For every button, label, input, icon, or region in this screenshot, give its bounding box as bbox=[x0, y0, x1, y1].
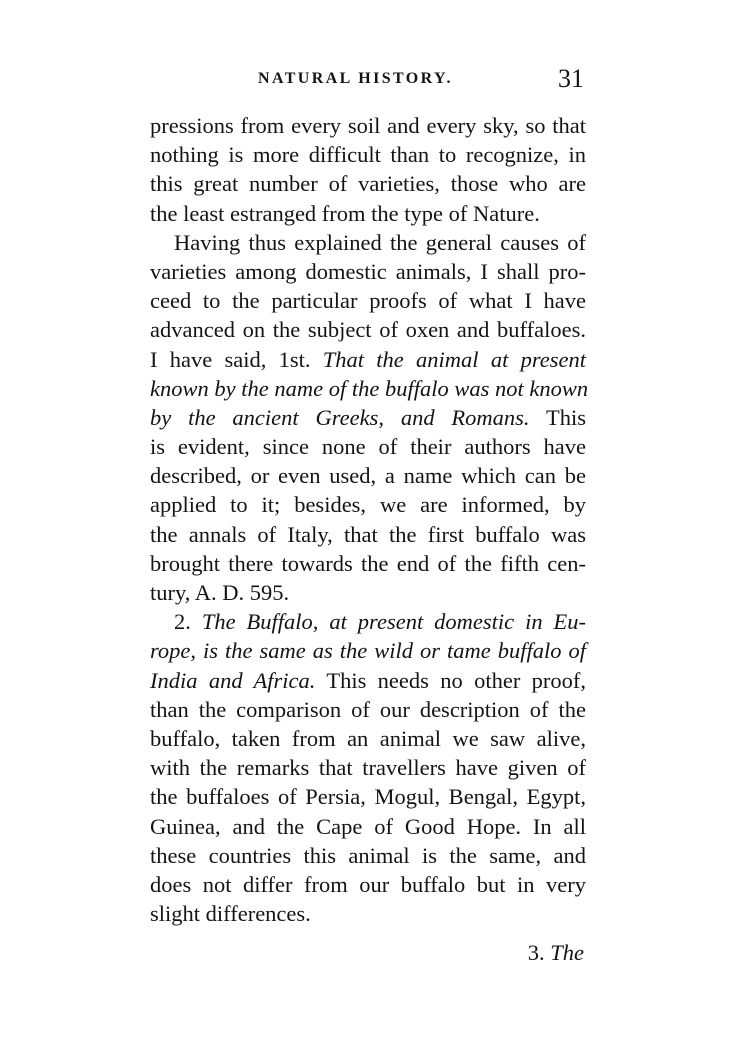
text-line: buffalo, taken from an animal we saw alive, bbox=[150, 725, 586, 751]
text-line: the least estranged from the type of Nature. bbox=[150, 200, 540, 226]
italic-text: known by the name of the buffalo was not known bbox=[150, 375, 589, 401]
running-head: NATURAL HISTORY. bbox=[258, 70, 453, 87]
page-header bbox=[150, 66, 590, 100]
text-line: these countries this animal is the same, and bbox=[150, 842, 586, 868]
text-line bbox=[150, 666, 586, 695]
text-line: the annals of Italy, that the first buffalo was bbox=[150, 521, 586, 547]
catchword-word: The bbox=[550, 940, 584, 965]
text-line: Having thus explained the general causes of bbox=[174, 229, 586, 255]
text-line: the buffaloes of Persia, Mogul, Bengal, Egypt, bbox=[150, 784, 586, 810]
text-run: I have said, 1st. bbox=[150, 346, 311, 372]
text-line: than the comparison of our description of the bbox=[150, 696, 586, 722]
body-text bbox=[150, 111, 589, 928]
text-line: advanced on the subject of oxen and buffaloes. bbox=[150, 317, 586, 343]
text-line: with the remarks that travellers have given of bbox=[150, 755, 586, 781]
text-run: This bbox=[545, 404, 586, 430]
text-line bbox=[150, 607, 586, 636]
text-line: pressions from every soil and every sky, so that bbox=[150, 113, 586, 138]
paragraph-3 bbox=[150, 607, 586, 928]
text-line: this great number of varieties, those who are bbox=[150, 171, 586, 197]
italic-text: by the ancient Greeks, and Romans. bbox=[150, 404, 530, 430]
page-number: 31 bbox=[558, 64, 584, 93]
paragraph-1 bbox=[150, 111, 586, 228]
text-line: is evident, since none of their authors have bbox=[150, 434, 586, 460]
italic-text: India and Africa. bbox=[150, 667, 316, 693]
italic-text: That the animal at present bbox=[322, 346, 586, 372]
text-line: applied to it; besides, we are informed, by bbox=[150, 492, 586, 518]
text-line: brought there towards the end of the fifth cen- bbox=[150, 550, 586, 576]
text-line: does not differ from our buffalo but in very bbox=[150, 871, 586, 897]
text-run: 2. bbox=[174, 609, 191, 635]
text-line: varieties among domestic animals, I shall pro- bbox=[150, 258, 586, 284]
text-line bbox=[150, 345, 586, 374]
text-line: nothing is more difficult than to recognize, in bbox=[150, 142, 586, 168]
text-run: This needs no other proof, bbox=[326, 667, 587, 693]
catchword bbox=[528, 940, 584, 966]
text-line: slight differences. bbox=[150, 901, 311, 927]
paragraph-2 bbox=[150, 228, 589, 607]
text-line: ceed to the particular proofs of what I have bbox=[150, 288, 586, 314]
text-line bbox=[150, 403, 586, 432]
catchword-number: 3. bbox=[527, 940, 545, 965]
text-line bbox=[150, 636, 586, 665]
text-line: tury, A. D. 595. bbox=[150, 580, 290, 605]
italic-text: The Buffalo, at present domestic in Eu- bbox=[201, 609, 587, 635]
text-line: described, or even used, a name which can be bbox=[150, 463, 586, 489]
text-line: Guinea, and the Cape of Good Hope. In all bbox=[150, 813, 586, 839]
text-line bbox=[150, 374, 589, 403]
italic-text: rope, is the same as the wild or tame buffalo of bbox=[150, 638, 586, 664]
